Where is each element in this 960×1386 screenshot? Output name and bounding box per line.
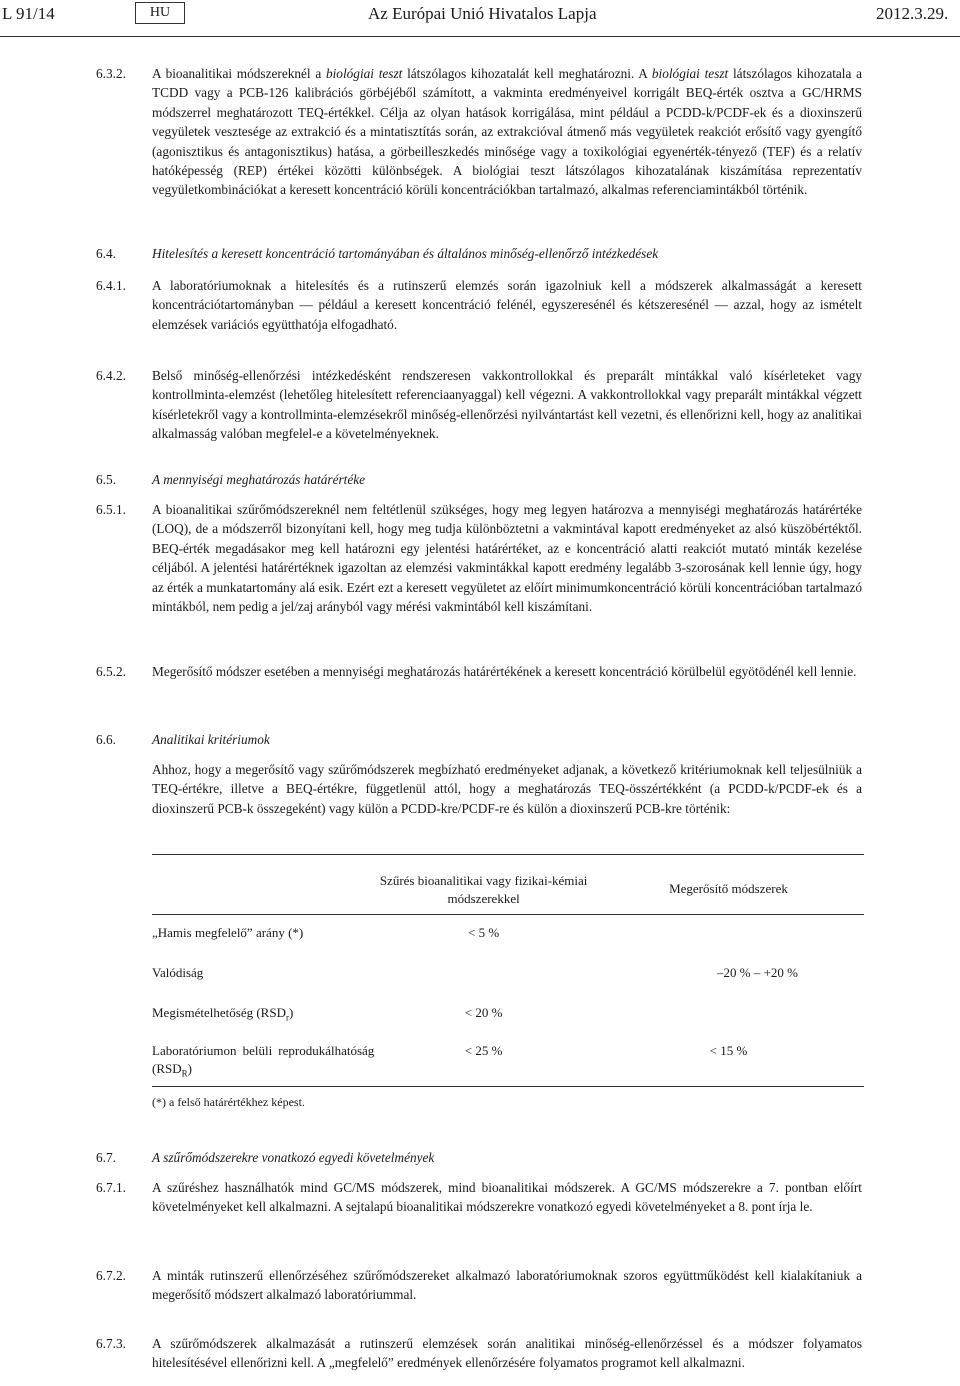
section-6-7-3 [96,1334,862,1373]
section-text: Ahhoz, hogy a megerősítő vagy szűrőmódszerek megbízható eredményeket adjanak, a következő kritériumoknak kell teljesülniük a TEQ-értékre, illetve a BEQ-értékre, függetlenül attól, hogy a meghatározás TEQ-összértékként (a PCDD-k/PCDF-ek és a dioxinszerű PCB-k összegeként) vagy külön a PCDD-kre/PCDF-re és külön a dioxinszerű PCB-kre történik: [152,762,862,816]
text-run: biológiai teszt [651,66,729,81]
section-number: 6.5.2. [96,664,126,679]
row-label-text: Megismételhetőség (RSD [152,1005,286,1020]
section-6-3-2 [96,64,862,200]
row-label-text: Laboratóriumon belüli reprodukálhatóság (RSD [152,1043,375,1076]
table-bottom-rule [152,1086,864,1087]
language-badge: HU [135,2,185,24]
row-value-screening: < 25 % [464,1043,503,1058]
section-number: 6.3.2. [96,66,126,81]
section-text: A bioanalitikai szűrőmódszereknél nem feltétlenül szükséges, hogy meg legyen határozva a mennyiségi meghatározás határértéke (LOQ), de a módszerről bizonyítani kell, hogy meg tudja különböztetni a vakmintával kapott eredményeket az alsó küszöbértéktől. BEQ-érték megadásakor meg kell határozni egy jelentési határértéket, az e koncentráció alatti reakciót mutató minták kezelése céljából. A jelentési határértéknek igazoltan az elemzési vakmintákkal kapott eredmény legalább 3-szorosának kell lennie úgy, hogy az érték a munkatartomány alá esik. Ezért ezt a keresett vegyületet az előírt minimumkoncentráció körüli koncentrációban tartalmazó mintákból, nem pedig a jel/zaj arányból vagy mérési vakmintából kell kiszámítani. [152,502,862,615]
text-run: A bioanalitikai módszereknél a [152,66,326,81]
section-number: 6.5.1. [96,502,126,517]
row-value-screening: < 20 % [464,1005,503,1020]
section-6-6-paragraph [96,760,862,818]
section-text: A szűréshez használhatók mind GC/MS módszerek, mind bioanalitikai módszerek. A GC/MS módszerekre a 7. pontban előírt követelményeket kell alkalmazni. A sejtalapú bioanalitikai módszerekre vonatkozó egyedi követelményeket a 8. pont írja le. [152,1180,862,1215]
row-value-confirmatory: –20 % – +20 % [717,965,798,980]
section-number: 6.7. [96,1150,116,1165]
section-6-4-1 [96,276,862,334]
row-value-confirmatory [593,918,864,958]
page-header [0,0,960,36]
section-text: A laboratóriumoknak a hitelesítés és a rutinszerű elemzés során igazolniuk kell a módszerek alkalmasságát a keresett koncentrációtartományban — például a keresett koncentráció felénél, egyszeresénél és kétszeresénél — azzal, hogy az ismételt elemzések variációs együtthatója elfogadható. [152,278,862,332]
header-rule [0,36,960,37]
section-number: 6.6. [96,732,116,747]
table-footnote: (*) a felső határértékhez képest. [152,1095,305,1109]
section-number: 6.4. [96,246,116,261]
section-number: 6.7.1. [96,1180,126,1195]
section-title: Analitikai kritériumok [152,732,270,747]
table-header-confirmatory: Megerősítő módszerek [669,881,788,896]
text-run: látszólagos kihozatala a TCDD vagy a PCB-126 kalibrációs görbéjéből számított, a vakminta eredményeivel korrigált BEQ-érték osztva a GC/HRMS módszerrel meghatározott TEQ-értékkel. Célja az olyan hatások korrigálása, mint például a PCDD-k/PCDF-ek és a dioxinszerű vegyületek vesztesége az extrakció és a mintatisztítás során, az extrakcióval átmenő más vegyületek reakciót erősítő vagy gyengítő (agonisztikus és antagonisztikus) hatása, a görbeilleszkedés minősége vagy a toxikológiai egyenérték-tényező (TEF) és a relatív hatóképesség (REP) értékei közötti különbségek. A biológiai teszt látszólagos kihozatalának kiszámítása reprezentatív vegyületkombinációkat a keresett koncentráció körüli koncentrációkban tartalmazó, alkalmas referenciamintákból történik. [152,66,863,198]
section-number: 6.7.2. [96,1268,126,1283]
section-title: A szűrőmódszerekre vonatkozó egyedi követelmények [152,1150,435,1165]
section-6-5 [96,470,862,489]
section-number: 6.7.3. [96,1336,126,1351]
row-label-text: ) [288,1005,294,1020]
row-label-subscript: R [181,1068,188,1079]
section-6-4 [96,244,862,263]
text-run: biológiai teszt [325,66,403,81]
table-header-row [152,860,864,918]
text-run: látszólagos kihozatalát kell meghatározni. A [402,66,652,81]
section-6-4-2 [96,366,862,444]
section-6-5-2 [96,662,862,681]
section-title: A mennyiségi meghatározás határértéke [152,472,366,487]
table-row [152,998,864,1038]
table-header-rule [152,914,864,915]
section-6-7-1 [96,1178,862,1217]
section-number: 6.4.1. [96,278,126,293]
row-label: „Hamis megfelelő” arány (*) [152,925,304,940]
row-value-screening: < 5 % [468,925,500,940]
section-title: Hitelesítés a keresett koncentráció tartományában és általános minőség-ellenőrző intézkedések [152,246,659,261]
page-number: L 91/14 [2,4,55,23]
section-text: A minták rutinszerű ellenőrzéséhez szűrőmódszereket alkalmazó laboratóriumoknak szoros együttműködést kell kialakítaniuk a megerősítő módszert alkalmazó laboratóriummal. [152,1268,862,1303]
section-number: 6.5. [96,472,116,487]
table-header-screening: Szűrés bioanalitikai vagy fizikai-kémiai módszerekkel [379,873,588,906]
row-label [152,998,374,1038]
table-top-rule [152,854,864,855]
section-6-6 [96,730,862,749]
row-label-text: ) [187,1061,192,1076]
row-value-screening [374,958,593,998]
journal-title: Az Európai Unió Hivatalos Lapja [368,4,597,23]
section-6-5-1 [96,500,862,616]
table-row [152,918,864,958]
row-label-subscript: r [285,1012,289,1023]
issue-date: 2012.3.29. [876,4,949,23]
section-text [152,64,862,200]
section-6-7 [96,1148,862,1167]
criteria-table [152,860,864,1094]
section-6-7-2 [96,1266,862,1305]
section-text: Megerősítő módszer esetében a mennyiségi meghatározás határértékének a keresett koncentráció körülbelül egyötödénél kell lennie. [152,664,857,679]
table-corner [152,860,374,918]
row-value-confirmatory [593,998,864,1038]
row-value-confirmatory: < 15 % [709,1043,748,1058]
section-text: A szűrőmódszerek alkalmazását a rutinszerű elemzések során analitikai minőség-ellenőrzéssel és a módszer folyamatos hitelesítésével ellenőrizni kell. A „megfelelő” eredmények ellenőrzésére folyamatos programot kell alkalmazni. [152,1336,862,1371]
row-label: Valódiság [152,965,204,980]
section-number: 6.4.2. [96,368,126,383]
section-text: Belső minőség-ellenőrzési intézkedésként rendszeresen vakkontrollokkal és preparált mintákkal való kísérleteket vagy kontrollminta-elemzést (lehetőleg hitelesített referenciaanyaggal) kell végezni. A vakkontrollokkal vagy preparált mintákkal végzett kísérletekről vagy a kontrollminta-elemzésekről minőség-ellenőrzési nyilvántartást kell vezetni, és ellenőrizni kell, hogy az analitikai alkalmasság valóban megfelel-e a követelményeknek. [152,368,862,442]
table-row [152,958,864,998]
